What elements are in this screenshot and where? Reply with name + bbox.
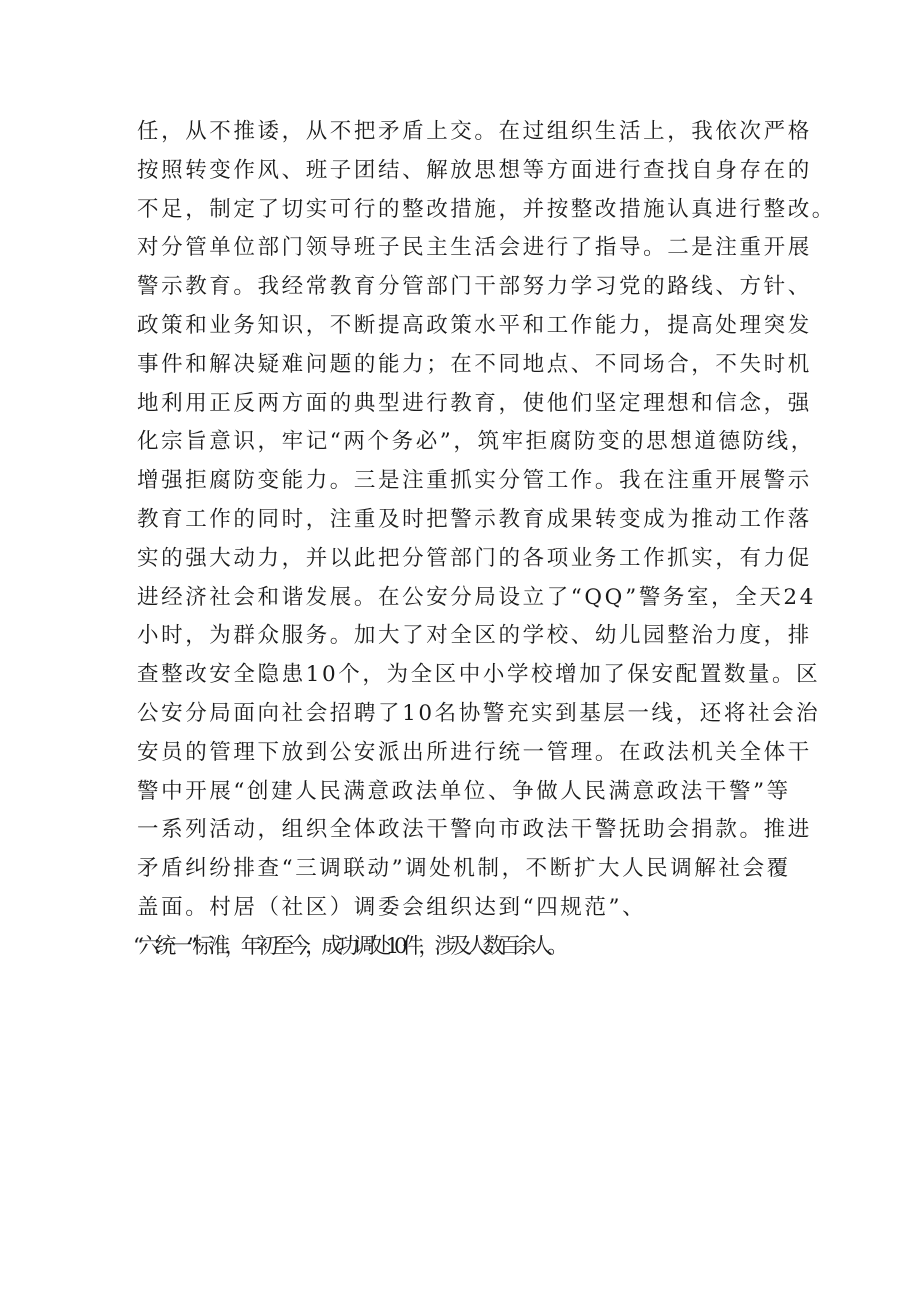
text-line-18: 警中开展“创建人民满意政法单位、争做人民满意政法干警”等	[137, 778, 791, 804]
text-line-11: 教育工作的同时，注重及时把警示教育成果转变成为推动工作落	[137, 506, 812, 532]
text-line-9: 化宗旨意识，牢记“两个务必”，筑牢拒腐防变的思想道德防线，	[137, 429, 815, 455]
text-line-21: 盖面。村居（社区）调委会组织达到“四规范”、	[137, 894, 647, 920]
text-line-4: 对分管单位部门领导班子民主生活会进行了指导。二是注重开展	[137, 235, 812, 261]
text-line-5: 警示教育。我经常教育分管部门干部努力学习党的路线、方针、	[137, 274, 812, 300]
text-line-13: 进经济社会和谐发展。在公安分局设立了“QQ”警务室，全天24	[137, 584, 816, 610]
text-line-3: 不足，制定了切实可行的整改措施，并按整改措施认真进行整改。	[137, 196, 836, 222]
body-text	[133, 113, 837, 967]
text-line-17: 安员的管理下放到公安派出所进行统一管理。在政法机关全体干	[137, 739, 812, 765]
text-line-1: 任，从不推诿，从不把矛盾上交。在过组织生活上，我依次严格	[137, 119, 812, 144]
text-line-22: “六统一”标准，年初至今，成功调处10件，涉及人数百余人。	[133, 933, 564, 959]
text-line-8: 地利用正反两方面的典型进行教育，使他们坚定理想和信念，强	[137, 390, 812, 416]
text-line-12: 实的强大动力，并以此把分管部门的各项业务工作抓实，有力促	[137, 545, 812, 571]
text-line-20: 矛盾纠纷排查“三调联动”调处机制，不断扩大人民调解社会覆	[137, 856, 791, 882]
text-line-2: 按照转变作风、班子团结、解放思想等方面进行查找自身存在的	[137, 157, 812, 183]
text-line-15: 查整改安全隐患10个，为全区中小学校增加了保安配置数量。区	[137, 662, 821, 688]
text-line-16: 公安分局面向社会招聘了10名协警充实到基层一线，还将社会治	[137, 700, 821, 726]
text-line-19: 一系列活动，组织全体政法干警向市政法干警抚助会捐款。推进	[137, 817, 812, 843]
text-line-10: 增强拒腐防变能力。三是注重抓实分管工作。我在注重开展警示	[137, 468, 812, 494]
text-line-7: 事件和解决疑难问题的能力；在不同地点、不同场合，不失时机	[137, 351, 812, 377]
text-line-6: 政策和业务知识，不断提高政策水平和工作能力，提高处理突发	[137, 312, 812, 338]
text-line-14: 小时，为群众服务。加大了对全区的学校、幼儿园整治力度，排	[137, 623, 812, 649]
